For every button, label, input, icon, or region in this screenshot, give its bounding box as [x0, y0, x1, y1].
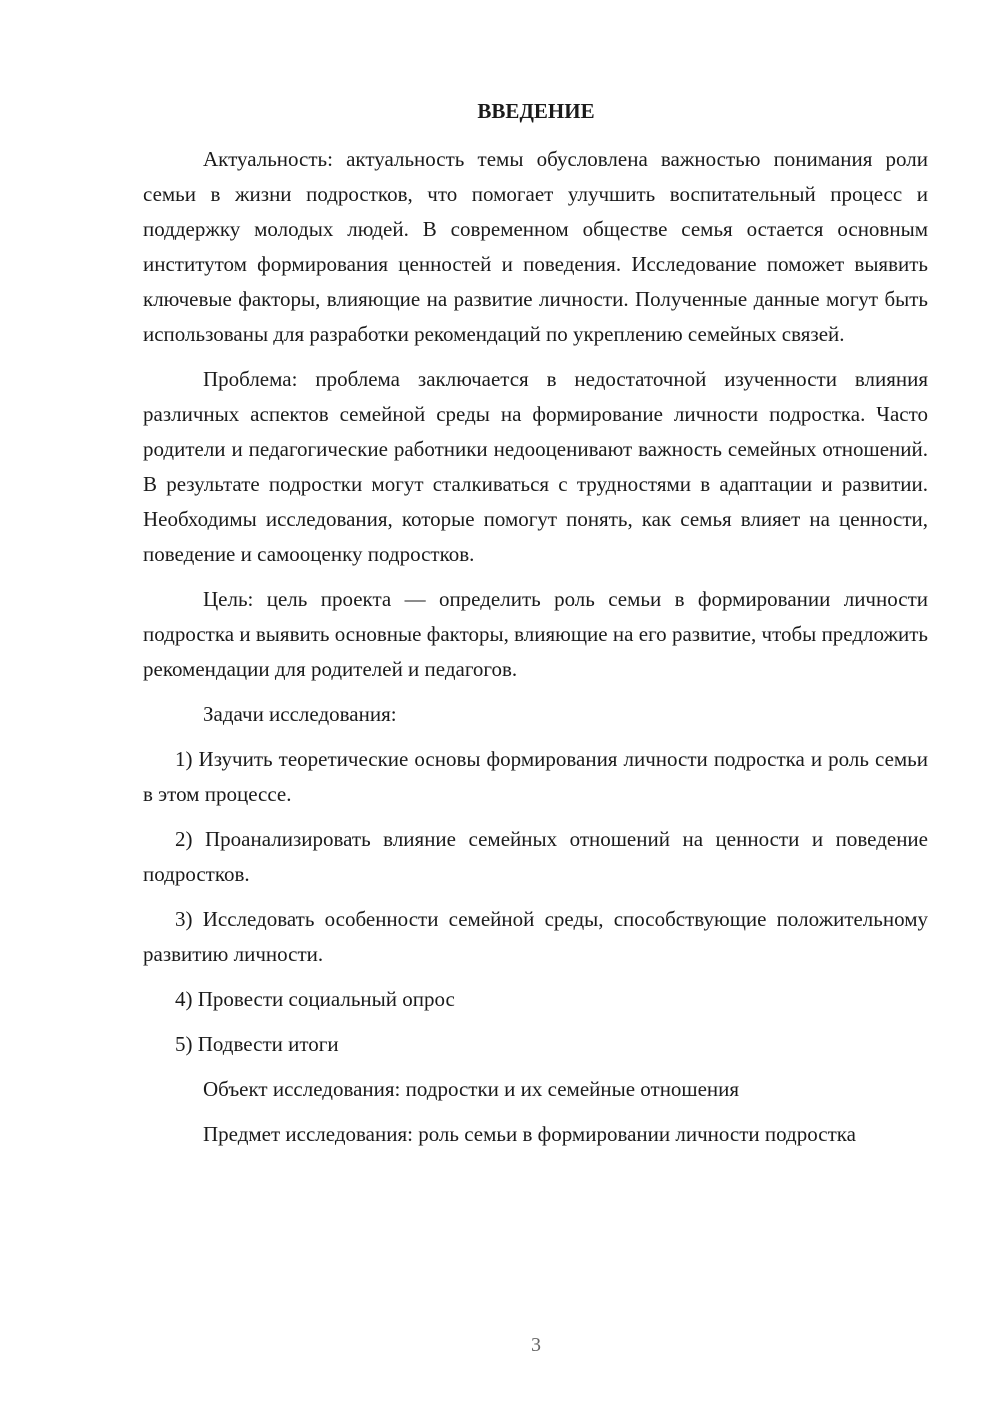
goal-paragraph: Цель: цель проекта — определить роль семьи в формировании личности подростка и выявить основные факторы, влияющие на его развитие, чтобы предложить рекомендации для родителей и педагогов.	[143, 587, 928, 681]
task-item: 1) Изучить теоретические основы формирования личности подростка и роль семьи в этом процессе.	[143, 747, 928, 806]
task-item: 3) Исследовать особенности семейной среды, способствующие положительному развитию личности.	[143, 907, 928, 966]
tasks-heading: Задачи исследования:	[203, 702, 397, 726]
research-object-paragraph: Объект исследования: подростки и их семейные отношения	[203, 1077, 740, 1101]
page-body	[143, 142, 928, 1152]
task-item: 5) Подвести итоги	[175, 1032, 339, 1056]
relevance-paragraph: Актуальность: актуальность темы обусловлена важностью понимания роли семьи в жизни подростков, что помогает улучшить воспитательный процесс и поддержку молодых людей. В современном обществе семья остается основным институтом формирования ценностей и поведения. Исследование поможет выявить ключевые факторы, влияющие на развитие личности. Полученные данные могут быть использованы для разработки рекомендаций по укреплению семейных связей.	[143, 147, 928, 346]
task-item: 2) Проанализировать влияние семейных отношений на ценности и поведение подростков.	[143, 827, 928, 886]
page-number: 3	[531, 1334, 541, 1356]
task-item: 4) Провести социальный опрос	[175, 987, 455, 1011]
research-subject-paragraph: Предмет исследования: роль семьи в формировании личности подростка	[203, 1122, 856, 1146]
page-title: ВВЕДЕНИЕ	[477, 99, 595, 123]
problem-paragraph: Проблема: проблема заключается в недостаточной изученности влияния различных аспектов семейной среды на формирование личности подростка. Часто родители и педагогические работники недооценивают важность семейных отношений. В результате подростки могут сталкиваться с трудностями в адаптации и развитии. Необходимы исследования, которые помогут понять, как семья влияет на ценности, поведение и самооценку подростков.	[143, 367, 928, 566]
